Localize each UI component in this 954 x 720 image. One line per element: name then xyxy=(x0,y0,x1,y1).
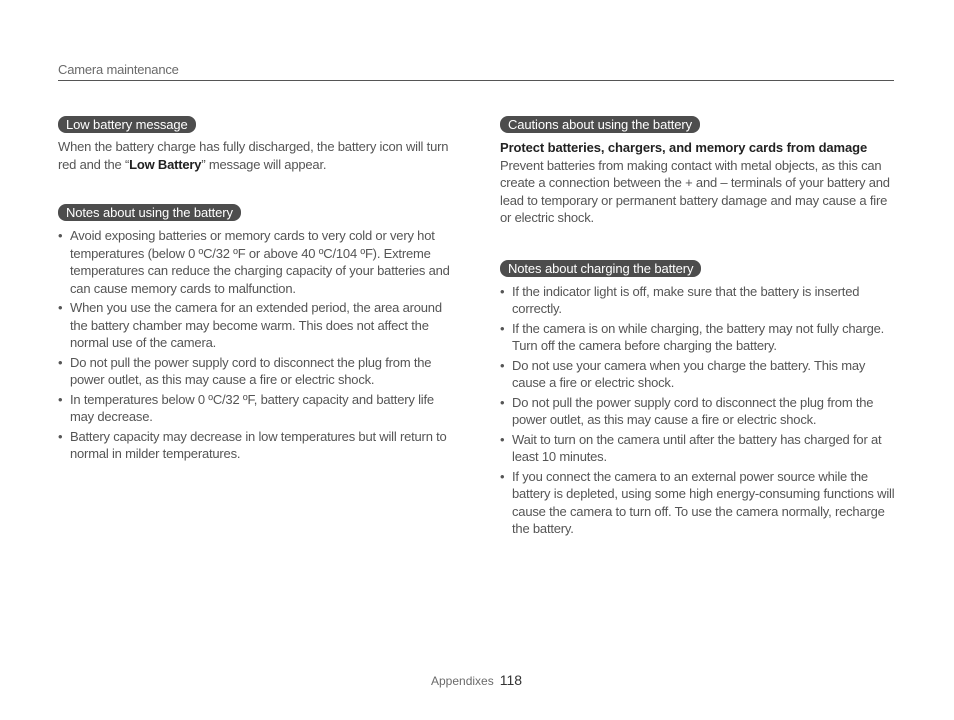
running-header: Camera maintenance xyxy=(58,62,179,77)
list-item: • Avoid exposing batteries or memory cards to very cold or very hot temperatures (below 0 ºC/32 ºF or above 40 ºC/104 ºF). Extreme temperatures can reduce the charging capacity of your batteries and can cause memory cards to malfunction. xyxy=(58,227,456,297)
section-low-battery xyxy=(58,116,456,173)
page-number: 118 xyxy=(499,672,523,688)
list-item: • Battery capacity may decrease in low temperatures but will return to normal in milder temperatures. xyxy=(58,428,456,463)
left-column xyxy=(58,116,456,465)
cautions-heading: Protect batteries, chargers, and memory cards from damage xyxy=(500,140,868,155)
section-cautions xyxy=(500,116,898,227)
section-notes-using xyxy=(58,204,456,463)
low-battery-text-after: ” message will appear. xyxy=(201,156,327,172)
list-item: • If the camera is on while charging, the battery may not fully charge. Turn off the camera before charging the battery. xyxy=(500,320,898,355)
list-item: • Do not pull the power supply cord to disconnect the plug from the power outlet, as this may cause a fire or electric shock. xyxy=(500,394,898,429)
section-title-notes-using: Notes about using the battery xyxy=(58,204,241,221)
list-item: • Wait to turn on the camera until after the battery has charged for at least 10 minutes. xyxy=(500,431,898,466)
header-divider xyxy=(58,80,894,81)
section-title-cautions: Cautions about using the battery xyxy=(500,116,700,133)
list-item: • Do not pull the power supply cord to disconnect the plug from the power outlet, as this may cause a fire or electric shock. xyxy=(58,354,456,389)
low-battery-text-before: When the battery charge has fully discharged, the battery icon will turn red and the “ xyxy=(58,139,449,172)
list-item: • If the indicator light is off, make sure that the battery is inserted correctly. xyxy=(500,283,898,318)
footer-section-label: Appendixes xyxy=(431,674,494,688)
cautions-paragraph: Prevent batteries from making contact with metal objects, as this can create a connection between the + and – terminals of your battery and lead to temporary or permanent battery damage and may cause a fire or electric shock. xyxy=(500,157,890,225)
right-column xyxy=(500,116,898,540)
page-footer xyxy=(431,672,522,688)
list-item: • Do not use your camera when you charge the battery. This may cause a fire or electric shock. xyxy=(500,357,898,392)
section-title-notes-charging: Notes about charging the battery xyxy=(500,260,701,277)
list-item: • If you connect the camera to an external power source while the battery is depleted, using some high energy-consuming functions will cause the camera to turn off. To use the camera normally, recharge the battery. xyxy=(500,468,898,538)
list-item: • In temperatures below 0 ºC/32 ºF, battery capacity and battery life may decrease. xyxy=(58,391,456,426)
notes-using-list xyxy=(58,227,456,463)
notes-charging-list xyxy=(500,283,898,538)
low-battery-bold-term: Low Battery xyxy=(129,156,202,172)
list-item: • When you use the camera for an extended period, the area around the battery chamber may become warm. This does not affect the normal use of the camera. xyxy=(58,299,456,352)
section-title-low-battery: Low battery message xyxy=(58,116,196,133)
low-battery-paragraph xyxy=(58,138,456,173)
section-notes-charging xyxy=(500,260,898,538)
